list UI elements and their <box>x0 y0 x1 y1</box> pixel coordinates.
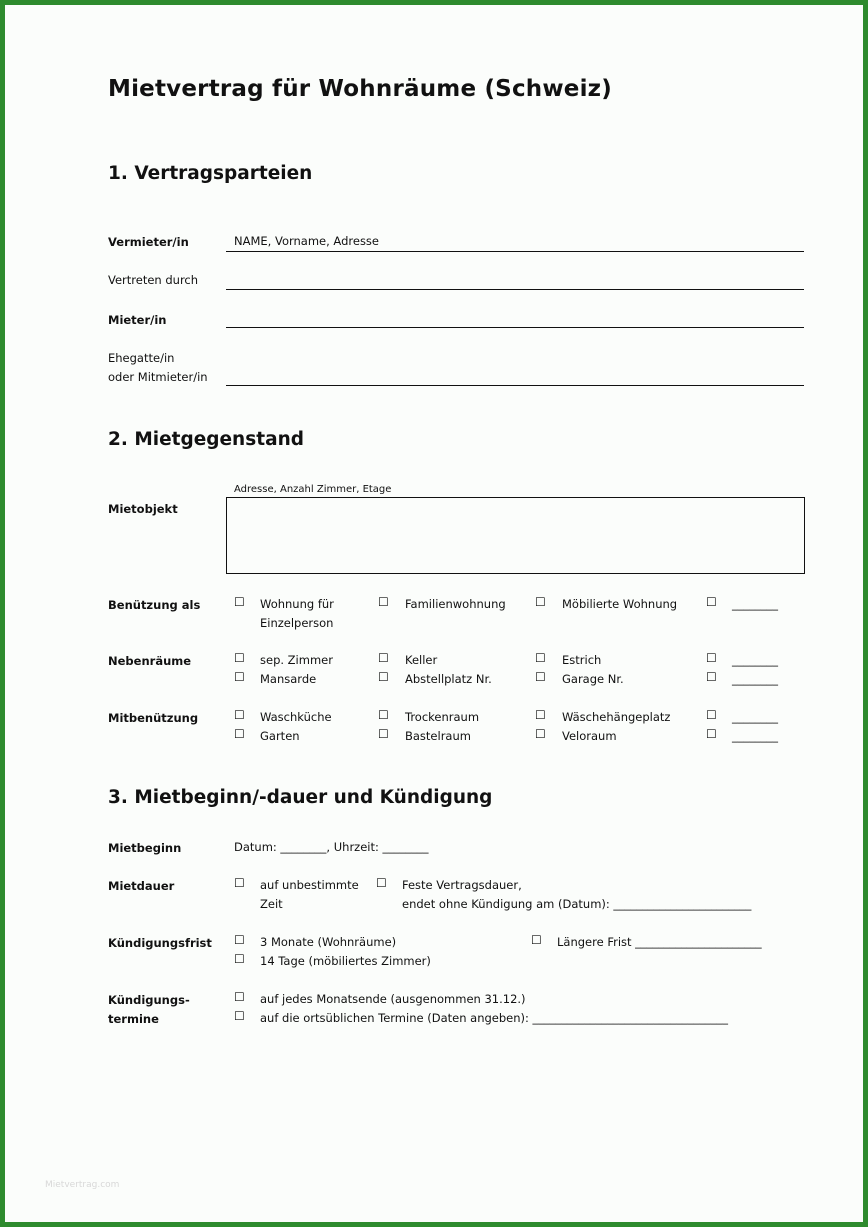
option-label: Garage Nr. <box>562 672 624 686</box>
checkbox-veloraum[interactable]: ☐ <box>535 727 546 741</box>
vertreten-label: Vertreten durch <box>108 273 199 287</box>
option-label: Estrich <box>562 653 602 667</box>
option-label[interactable]: auf die ortsüblichen Termine (Daten angeben): __________________________________ <box>260 1011 729 1025</box>
checkbox-garten[interactable]: ☐ <box>234 727 245 741</box>
kuendigungstermine-label-line1: Kündigungs- <box>108 993 190 1007</box>
option-label: Einzelperson <box>260 616 334 630</box>
kuendigungsfrist-label: Kündigungsfrist <box>108 936 212 950</box>
checkbox-3-monate[interactable]: ☐ <box>234 933 245 947</box>
blank-field[interactable]: ________ <box>732 653 778 667</box>
option-label: sep. Zimmer <box>260 653 333 667</box>
checkbox-garage[interactable]: ☐ <box>535 670 546 684</box>
benuetzung-label: Benützung als <box>108 598 201 612</box>
mietbeginn-field[interactable]: Datum: ________, Uhrzeit: ________ <box>234 840 429 854</box>
ehegatte-label-line2: oder Mitmieter/in <box>108 370 208 384</box>
mieter-field-line[interactable] <box>226 327 804 328</box>
checkbox-wohnung-einzelperson[interactable]: ☐ <box>234 595 245 609</box>
option-label: Mansarde <box>260 672 317 686</box>
option-label: Bastelraum <box>405 729 471 743</box>
blank-field[interactable]: ________ <box>732 597 778 611</box>
option-label: Wäschehängeplatz <box>562 710 671 724</box>
option-label: Wohnung für <box>260 597 334 611</box>
checkbox-nebenraeume-other-2[interactable]: ☐ <box>706 670 717 684</box>
checkbox-bastelraum[interactable]: ☐ <box>378 727 389 741</box>
vermieter-field-line[interactable] <box>226 251 804 252</box>
option-label: Trockenraum <box>405 710 480 724</box>
checkbox-feste-vertragsdauer[interactable]: ☐ <box>376 876 387 890</box>
watermark: Mietvertrag.com <box>45 1180 120 1190</box>
mietdauer-label: Mietdauer <box>108 879 175 893</box>
checkbox-estrich[interactable]: ☐ <box>535 651 546 665</box>
document-title: Mietvertrag für Wohnräume (Schweiz) <box>108 76 612 102</box>
checkbox-sep-zimmer[interactable]: ☐ <box>234 651 245 665</box>
checkbox-benuetzung-other[interactable]: ☐ <box>706 595 717 609</box>
vertreten-field-line[interactable] <box>226 289 804 290</box>
option-label: Keller <box>405 653 438 667</box>
checkbox-laengere-frist[interactable]: ☐ <box>531 933 542 947</box>
option-label: Garten <box>260 729 300 743</box>
vermieter-label: Vermieter/in <box>108 235 189 249</box>
checkbox-14-tage[interactable]: ☐ <box>234 952 245 966</box>
checkbox-trockenraum[interactable]: ☐ <box>378 708 389 722</box>
checkbox-nebenraeume-other-1[interactable]: ☐ <box>706 651 717 665</box>
option-label: Waschküche <box>260 710 332 724</box>
mitbenuetzung-label: Mitbenützung <box>108 711 199 725</box>
checkbox-keller[interactable]: ☐ <box>378 651 389 665</box>
mietobjekt-hint: Adresse, Anzahl Zimmer, Etage <box>234 484 392 495</box>
nebenraeume-label: Nebenräume <box>108 654 192 668</box>
mietobjekt-label: Mietobjekt <box>108 502 178 516</box>
section-1-heading: 1. Vertragsparteien <box>108 163 313 184</box>
option-label: Feste Vertragsdauer, <box>402 878 522 892</box>
option-label: Familienwohnung <box>405 597 506 611</box>
checkbox-abstellplatz[interactable]: ☐ <box>378 670 389 684</box>
mieter-label: Mieter/in <box>108 313 167 327</box>
checkbox-mitbenuetzung-other-1[interactable]: ☐ <box>706 708 717 722</box>
checkbox-unbestimmte-zeit[interactable]: ☐ <box>234 876 245 890</box>
option-label: 3 Monate (Wohnräume) <box>260 935 397 949</box>
option-label[interactable]: Längere Frist ______________________ <box>557 935 762 949</box>
checkbox-mansarde[interactable]: ☐ <box>234 670 245 684</box>
checkbox-waeschehaengeplatz[interactable]: ☐ <box>535 708 546 722</box>
checkbox-moeblierte-wohnung[interactable]: ☐ <box>535 595 546 609</box>
checkbox-mitbenuetzung-other-2[interactable]: ☐ <box>706 727 717 741</box>
option-label: auf unbestimmte <box>260 878 359 892</box>
blank-field[interactable]: ________ <box>732 729 778 743</box>
blank-field[interactable]: ________ <box>732 710 778 724</box>
kuendigungstermine-label-line2: termine <box>108 1012 159 1026</box>
option-label[interactable]: endet ohne Kündigung am (Datum): ________________________ <box>402 897 752 911</box>
option-label: auf jedes Monatsende (ausgenommen 31.12.) <box>260 992 526 1006</box>
option-label: Zeit <box>260 897 283 911</box>
option-label: Veloraum <box>562 729 617 743</box>
section-3-heading: 3. Mietbeginn/-dauer und Kündigung <box>108 787 493 808</box>
ehegatte-label-line1: Ehegatte/in <box>108 351 175 365</box>
ehegatte-field-line[interactable] <box>226 385 804 386</box>
checkbox-waschkueche[interactable]: ☐ <box>234 708 245 722</box>
option-label: 14 Tage (möbiliertes Zimmer) <box>260 954 431 968</box>
option-label: Möbilierte Wohnung <box>562 597 678 611</box>
checkbox-familienwohnung[interactable]: ☐ <box>378 595 389 609</box>
option-label: Abstellplatz Nr. <box>405 672 492 686</box>
mietbeginn-label: Mietbeginn <box>108 841 182 855</box>
checkbox-ortsuebliche-termine[interactable]: ☐ <box>234 1009 245 1023</box>
vermieter-field-value[interactable]: NAME, Vorname, Adresse <box>234 234 380 248</box>
blank-field[interactable]: ________ <box>732 672 778 686</box>
mietobjekt-textbox[interactable] <box>226 497 805 574</box>
section-2-heading: 2. Mietgegenstand <box>108 429 304 450</box>
checkbox-monatsende[interactable]: ☐ <box>234 990 245 1004</box>
